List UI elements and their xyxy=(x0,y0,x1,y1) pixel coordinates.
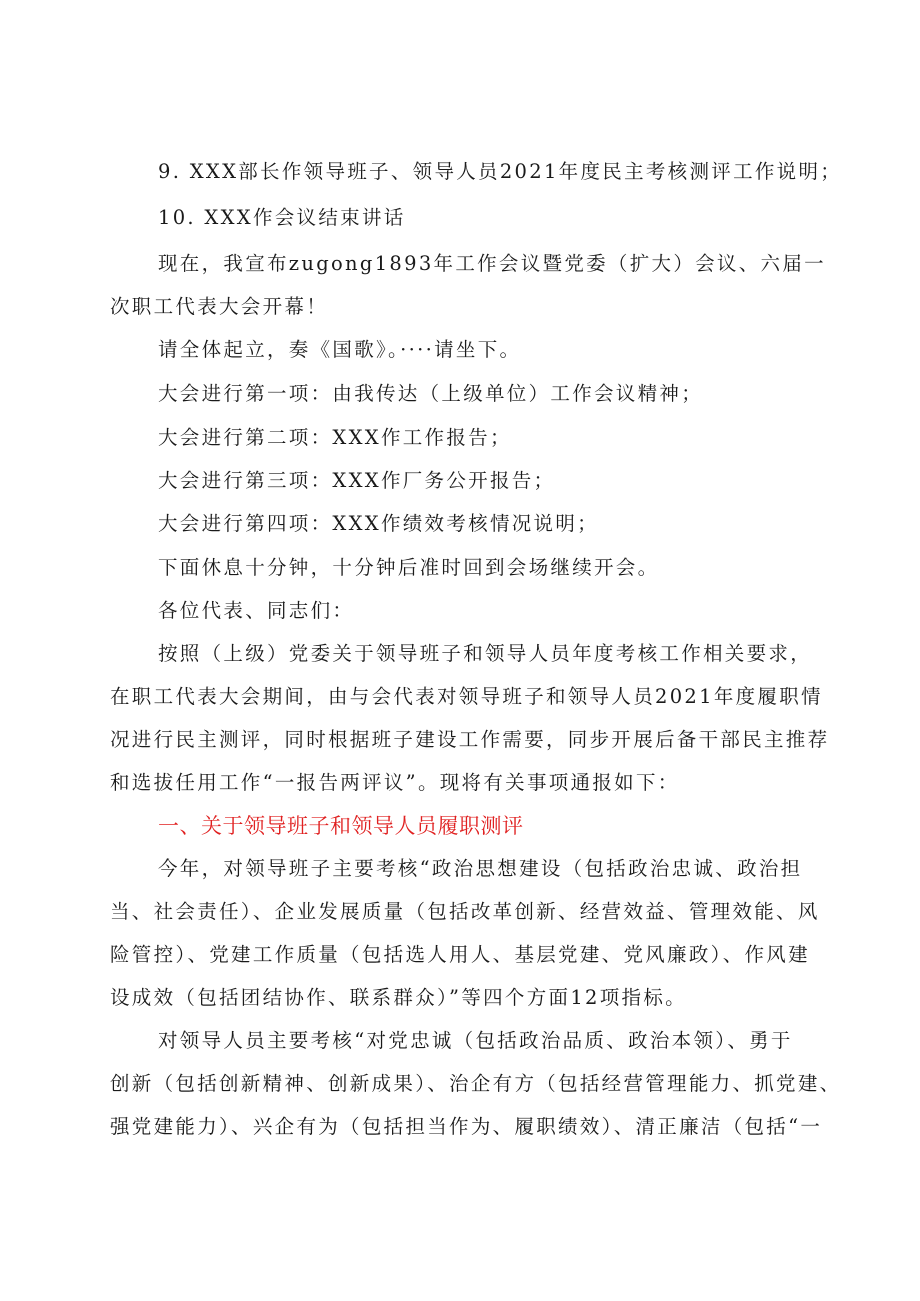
paragraph-line: 设成效（包括团结协作、联系群众）”等四个方面12项指标。 xyxy=(110,986,687,1009)
paragraph-line: 大会进行第二项：XXX作工作报告； xyxy=(158,426,512,449)
paragraph-line: 现在，我宣布zugong1893年工作会议暨党委（扩大）会议、六届一 xyxy=(158,252,826,275)
paragraph-line: 当、社会责任）、企业发展质量（包括改革创新、经营效益、管理效能、风 xyxy=(110,900,820,923)
paragraph-line: 各位代表、同志们： xyxy=(158,599,355,622)
paragraph-line: 请全体起立，奏《国歌》。····请坐下。 xyxy=(158,338,522,361)
paragraph-line: 次职工代表大会开幕！ xyxy=(110,295,329,318)
paragraph-line: 大会进行第一项：由我传达（上级单位）工作会议精神； xyxy=(158,382,704,405)
paragraph-line: 今年，对领导班子主要考核“政治思想建设（包括政治忠诚、政治担 xyxy=(158,857,803,880)
paragraph-line: 大会进行第三项：XXX作厂务公开报告； xyxy=(158,469,556,492)
paragraph-line: 况进行民主测评，同时根据班子建设工作需要，同步开展后备干部民主推荐 xyxy=(110,728,830,751)
paragraph-line: 按照（上级）党委关于领导班子和领导人员年度考核工作相关要求， xyxy=(158,642,813,665)
agenda-item-10: 10. XXX作会议结束讲话 xyxy=(158,206,406,229)
paragraph-line: 在职工代表大会期间，由与会代表对领导班子和领导人员2021年度履职情 xyxy=(110,685,823,708)
agenda-item-9: 9. XXX部长作领导班子、领导人员2021年度民主考核测评工作说明； xyxy=(158,160,843,183)
section-heading: 一、关于领导班子和领导人员履职测评 xyxy=(158,814,524,838)
paragraph-line: 下面休息十分钟，十分钟后准时回到会场继续开会。 xyxy=(158,556,660,579)
paragraph-line: 对领导人员主要考核“对党忠诚（包括政治品质、政治本领）、勇于 xyxy=(158,1029,793,1052)
paragraph-line: 和选拔任用工作“一报告两评议”。现将有关事项通报如下： xyxy=(110,771,680,794)
paragraph-line: 险管控）、党建工作质量（包括选人用人、基层党建、党风廉政）、作风建 xyxy=(110,943,810,966)
paragraph-line: 大会进行第四项：XXX作绩效考核情况说明； xyxy=(158,512,599,535)
paragraph-line: 强党建能力）、兴企有为（包括担当作为、履职绩效）、清正廉洁（包括“一 xyxy=(110,1115,823,1138)
paragraph-line: 创新（包括创新精神、创新成果）、治企有方（包括经营管理能力、抓党建、 xyxy=(110,1072,842,1095)
